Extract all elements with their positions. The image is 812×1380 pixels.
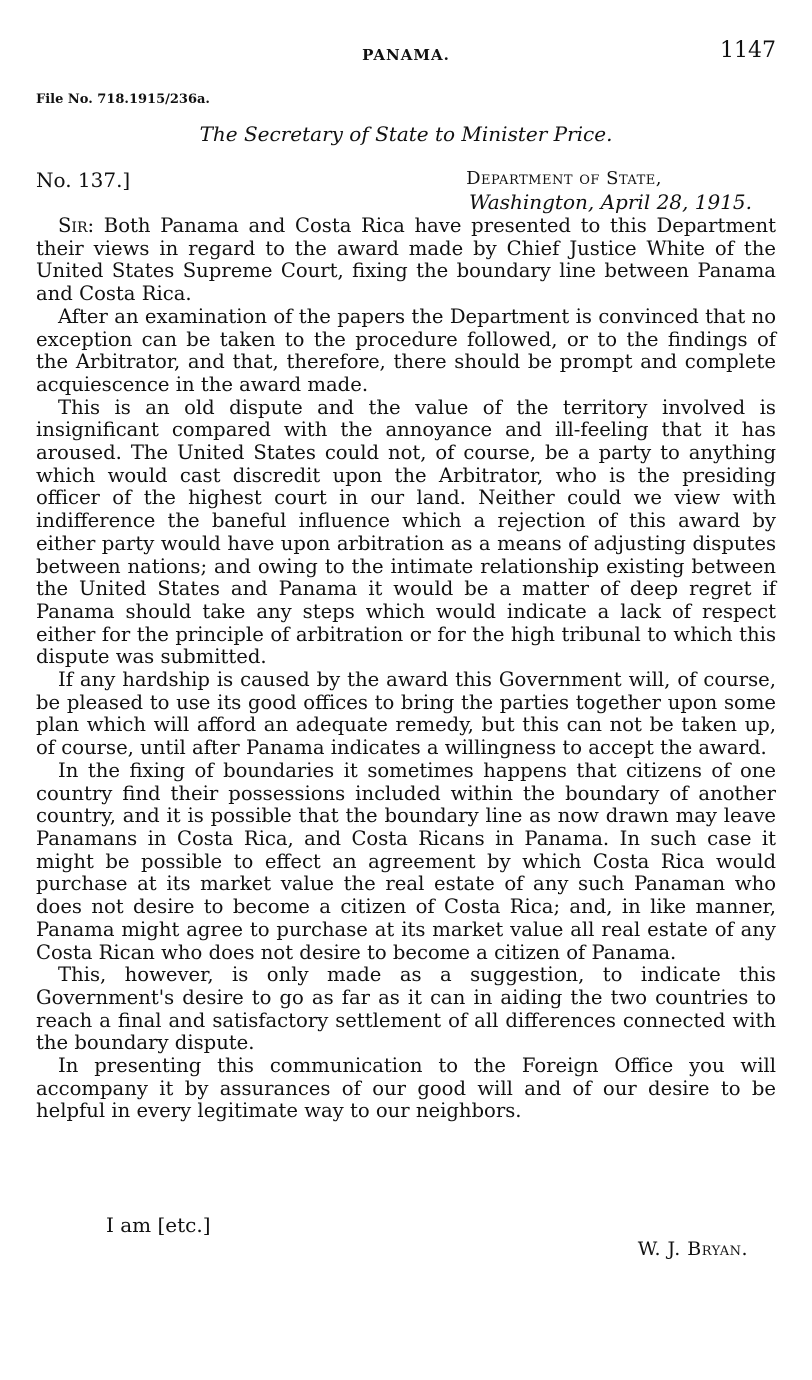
salutation: Sir [58, 214, 88, 237]
paragraph: In the fixing of boundaries it sometimes happens that citizens of one country find their possessions included within the boundary of another country, and it is possible that the boundary line as now drawn may leave Panamans in Costa Rica, and Costa Ricans in Panama. In such case it might be possible to effect an agreement by which Costa Rica would purchase at its market value the real estate of any such Panaman who does not desire to become a citizen of Costa Rica; and, in like manner, Panama might agree to purchase at its market value all real estate of any Costa Rican who does not desire to become a citizen of Panama. [36, 758, 776, 964]
paragraph-text: : Both Panama and Costa Rica have presented to this Department their views in regard to the award made by Chief Justice White of the United States Supreme Court, fixing the boundary line between Panama and Costa Rica. [36, 214, 776, 306]
signature: W. J. Bryan. [637, 1238, 748, 1260]
paragraph [36, 215, 776, 306]
paragraph: If any hardship is caused by the award this Government will, of course, be pleased to use its good offices to bring the parties together upon some plan which will afford an adequate remedy, but this can not be taken up, of course, until after Panama indicates a willingness to accept the award. [36, 668, 776, 760]
paragraph: After an examination of the papers the Department is convinced that no exception can be taken to the procedure followed, or to the findings of the Arbitrator, and that, therefore, there should be prompt and complete acquiescence in the award made. [36, 304, 776, 396]
letter-body [36, 215, 776, 1123]
running-title: PANAMA. [362, 46, 450, 64]
paragraph: This is an old dispute and the value of the territory involved is insignificant compared with the annoyance and ill-feeling that it has aroused. The United States could not, of course, be a party to anything which would cast discredit upon the Arbitrator, who is the presiding officer of the highest court in our land. Neither could we view with indifference the baneful influence which a rejection of this award by either party would have upon arbitration as a means of adjusting disputes between nations; and owing to the intimate relationship existing between the United States and Panama it would be a matter of deep regret if Panama should take any steps which would indicate a lack of respect either for the principle of arbitration or for the high tribunal to which this dispute was submitted. [36, 395, 776, 669]
document-heading: The Secretary of State to Minister Price. [199, 122, 613, 146]
closing-line: I am [etc.] [106, 1213, 211, 1237]
page-number: 1147 [720, 38, 776, 63]
dateline: Washington, April 28, 1915. [468, 190, 752, 214]
department-line: Department of State, [466, 168, 662, 189]
document-number: No. 137.] [36, 168, 131, 192]
file-number: File No. 718.1915/236a. [36, 92, 210, 107]
paragraph: This, however, is only made as a suggestion, to indicate this Government's desire to go as far as it can in aiding the two countries to reach a final and satisfactory settlement of all differences connected with the boundary dispute. [36, 963, 776, 1055]
running-header [0, 38, 812, 68]
paragraph: In presenting this communication to the Foreign Office you will accompany it by assurances of our good will and of our desire to be helpful in every legitimate way to our neighbors. [36, 1054, 776, 1123]
